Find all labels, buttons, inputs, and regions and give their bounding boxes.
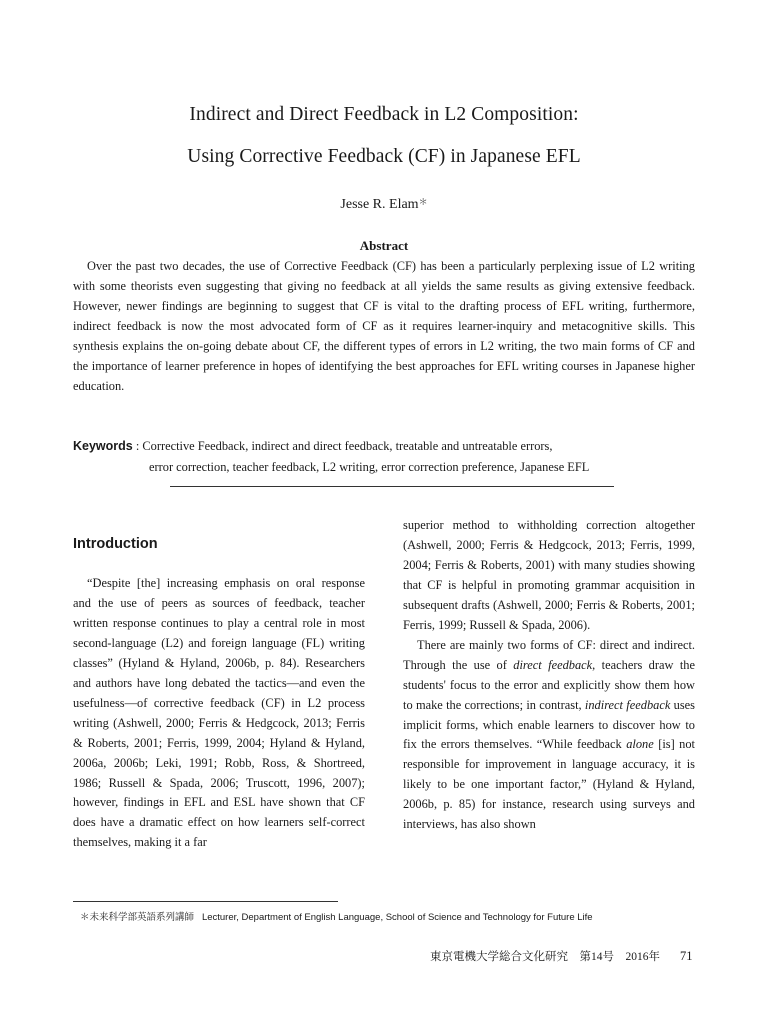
journal-name: 東京電機大学総合文化研究 第14号 2016年: [430, 951, 660, 963]
author-name: Jesse R. Elam: [340, 197, 419, 212]
footnote-divider: [73, 901, 338, 902]
left-column: [73, 574, 365, 853]
author-footnote: [80, 909, 593, 923]
p2-text-a: There are mainly two forms of CF: direct and indirect. Through the use of: [403, 637, 695, 672]
right-column: [403, 516, 695, 835]
introduction-heading: Introduction: [73, 536, 158, 552]
intro-paragraph-2: [403, 636, 695, 836]
page-number: 71: [680, 949, 693, 963]
keywords-divider: [170, 486, 614, 487]
paper-title-line-2: Using Corrective Feedback (CF) in Japanese EFL: [187, 146, 581, 167]
paper-title-line-1: Indirect and Direct Feedback in L2 Composition:: [189, 104, 579, 125]
intro-paragraph-1: “Despite [the] increasing emphasis on oral response and the use of peers as sources of feedback, teacher written response continues to play a central role in most second-language (L2) and foreign language (FL) writing classes” (Hyland & Hyland, 2006b, p. 84). Researchers and authors have long debated the tactics—and even the usefulness—of corrective feedback (CF) in L2 process writing (Ashwell, 2000; Ferris & Hedgcock, 2013; Ferris & Roberts, 2001; Ferris, 1999, 2004; Hyland & Hyland, 2006a, 2006b; Leki, 1991; Robb, Ross, & Shortreed, 1986; Russell & Spada, 2006; Truscott, 1996, 2007); however, findings in EFL and ESL have shown that CF does have a dramatic effect on how learners self-correct themselves, making it a far: [73, 576, 365, 850]
keywords-label: Keywords: [73, 439, 133, 453]
p2-text-d: [is] not responsible for improvement in language accuracy, it is likely to be one important factor,” (Hyland & Hyland, 2006b, p. 85) for instance, research using surveys and interviews, has also shown: [403, 737, 696, 832]
abstract-body: [73, 256, 695, 396]
direct-feedback-term: direct feedback: [513, 657, 593, 672]
keywords-line-2: error correction, teacher feedback, L2 writing, error correction preference, Japanese EFL: [149, 459, 590, 474]
footnote-japanese: ＊未来科学部英語系列講師: [80, 912, 195, 923]
footnote-english: Lecturer, Department of English Language, School of Science and Technology for Future Life: [201, 912, 593, 923]
keywords-separator: :: [132, 439, 143, 453]
keywords-block: [73, 436, 713, 477]
indirect-feedback-term: indirect feedback: [584, 697, 671, 712]
intro-paragraph-1-continued: superior method to withholding correction altogether (Ashwell, 2000; Ferris & Hedgcock, 2013; Ferris, 1999, 2004; Ferris & Roberts, 2001) with many studies showing that CF is helpful in promoting grammar acquisition in subsequent drafts (Ashwell, 2000; Ferris & Roberts, 2001; Ferris, 1999; Russell & Spada, 2006).: [403, 518, 695, 632]
keywords-line-1: Corrective Feedback, indirect and direct feedback, treatable and untreatable errors,: [142, 439, 553, 453]
p2-text-c: uses implicit forms, which enable learners to discover how to fix the errors themselves. “While feedback: [403, 697, 695, 752]
page-footer: [430, 948, 693, 964]
p2-text-b: , teachers draw the students' focus to the error and explicitly show them how to make the corrections; in contrast,: [403, 657, 695, 712]
author-footnote-mark: ＊: [418, 197, 428, 207]
alone-term: alone: [626, 737, 654, 752]
abstract-heading: Abstract: [359, 238, 409, 253]
abstract-text: Over the past two decades, the use of Corrective Feedback (CF) has been a particularly perplexing issue of L2 writing with some theorists even suggesting that giving no feedback at all yields the same results as giving extensive feedback. However, newer findings are beginning to suggest that CF is vital to the drafting process of EFL writing, furthermore, indirect feedback is now the most advocated form of CF as it requires learner-inquiry and metacognitive skills. This synthesis explains the on-going debate about CF, the different types of errors in L2 writing, the two main forms of CF and the importance of learner preference in hopes of identifying the best approaches for EFL writing courses in Japanese higher education.: [73, 259, 695, 393]
author-line: [0, 197, 768, 213]
